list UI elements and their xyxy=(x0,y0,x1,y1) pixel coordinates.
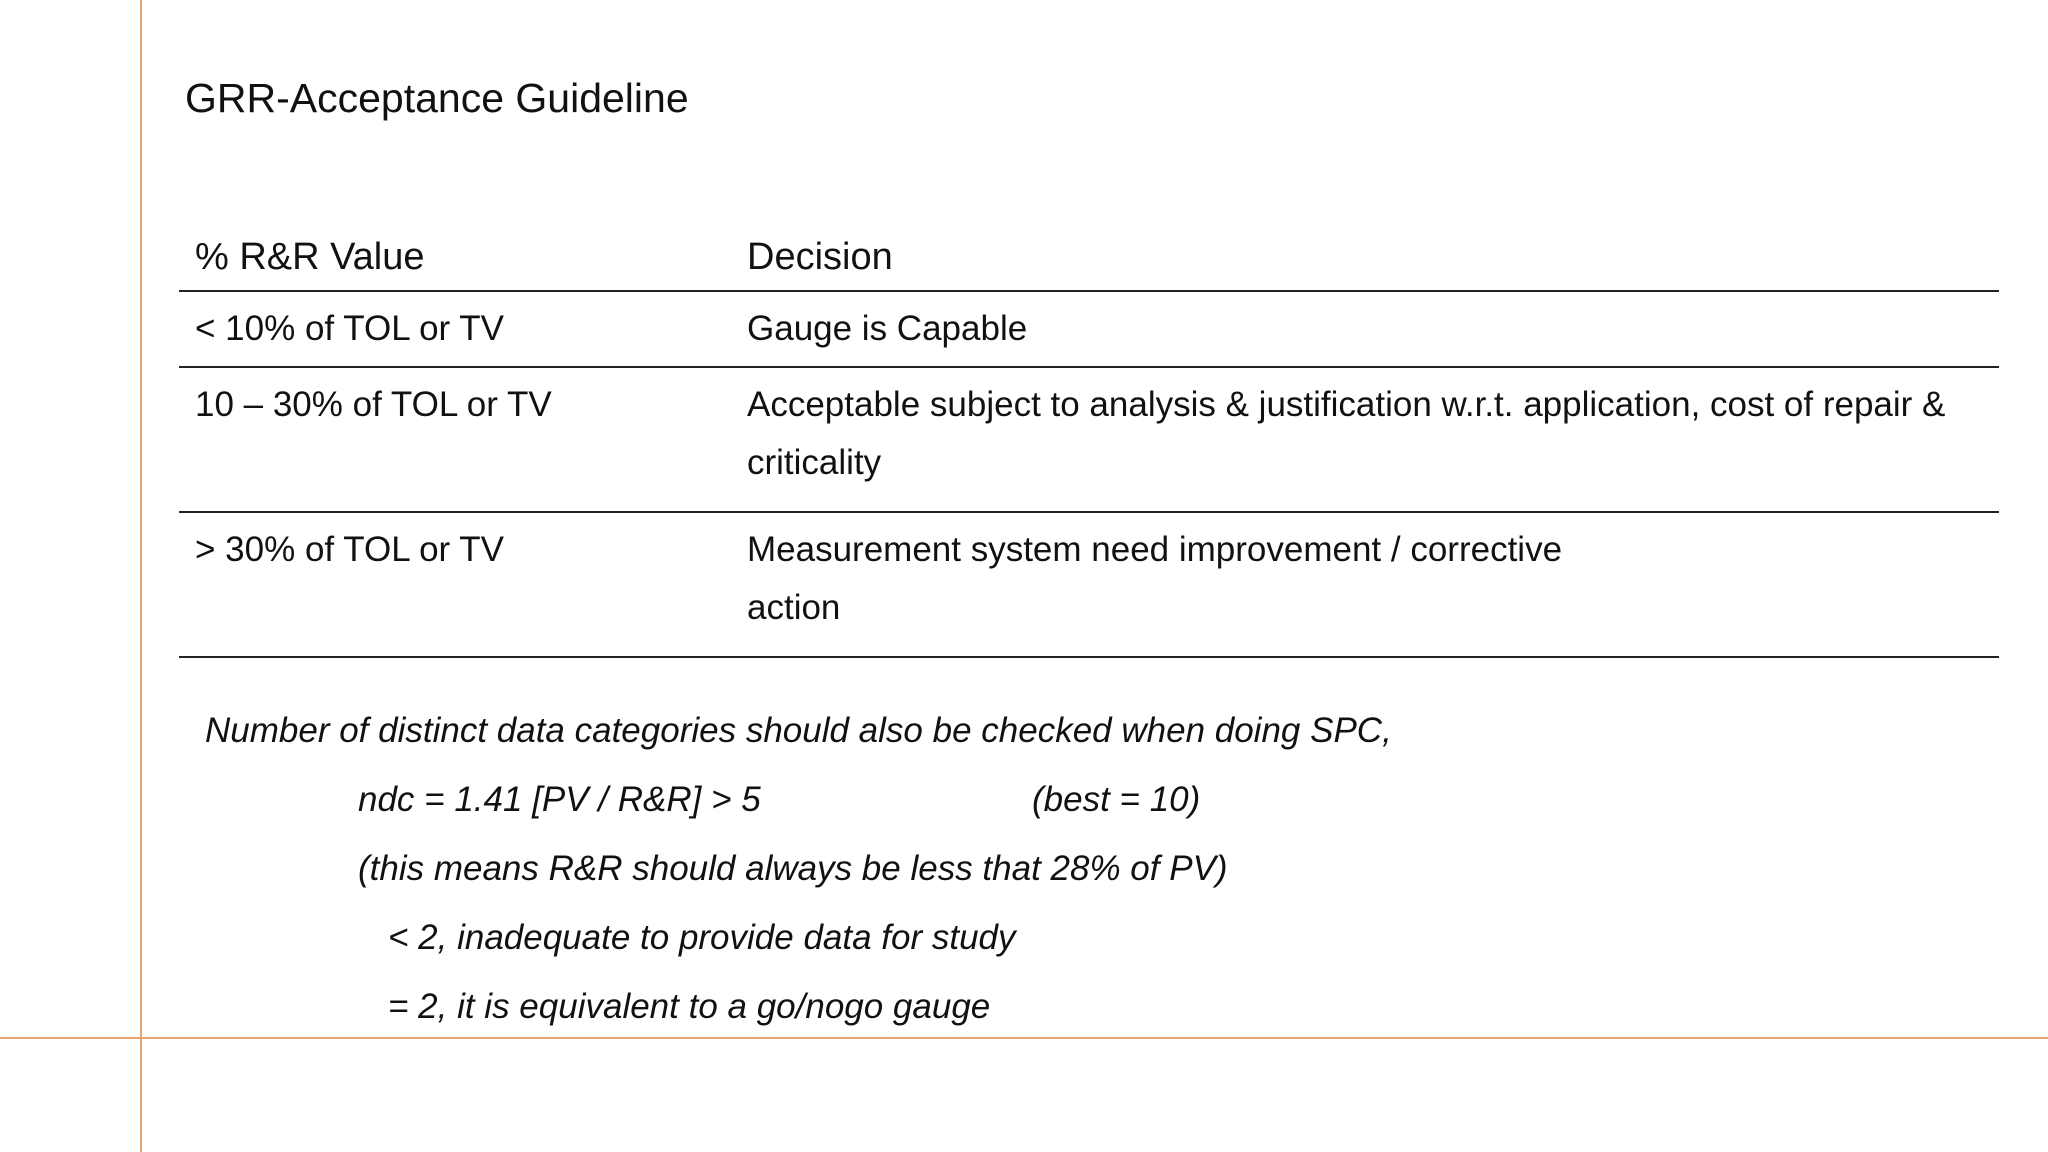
rr-value-cell: < 10% of TOL or TV xyxy=(195,309,505,348)
ndc-formula: ndc = 1.41 [PV / R&R] > 5 xyxy=(358,780,761,819)
ndc-equals-two-note: = 2, it is equivalent to a go/nogo gauge xyxy=(388,987,991,1026)
horizontal-guide-line xyxy=(0,1037,2048,1039)
ndc-parenthetical-note: (this means R&R should always be less that 28% of PV) xyxy=(358,849,1228,888)
header-decision: Decision xyxy=(747,236,893,278)
vertical-guide-line xyxy=(140,0,142,1152)
decision-cell: Acceptable subject to analysis & justification w.r.t. application, cost of repair & criticality xyxy=(747,385,1946,482)
ndc-less-than-two-note: < 2, inadequate to provide data for study xyxy=(388,918,1016,957)
ndc-intro-note: Number of distinct data categories should also be checked when doing SPC, xyxy=(205,711,1392,750)
rr-value-cell: 10 – 30% of TOL or TV xyxy=(195,385,552,424)
decision-cell: Measurement system need improvement / corrective action xyxy=(747,530,1563,627)
table-row xyxy=(179,292,1999,368)
rr-value-cell: > 30% of TOL or TV xyxy=(195,530,505,569)
header-rr-value: % R&R Value xyxy=(195,236,425,278)
table-row xyxy=(179,513,1999,658)
decision-cell: Gauge is Capable xyxy=(747,309,1028,348)
table-row xyxy=(179,368,1999,513)
acceptance-table xyxy=(179,226,1999,658)
slide-title: GRR-Acceptance Guideline xyxy=(185,75,689,121)
ndc-best-value: (best = 10) xyxy=(1032,780,1201,819)
table-header-row xyxy=(179,226,1999,292)
